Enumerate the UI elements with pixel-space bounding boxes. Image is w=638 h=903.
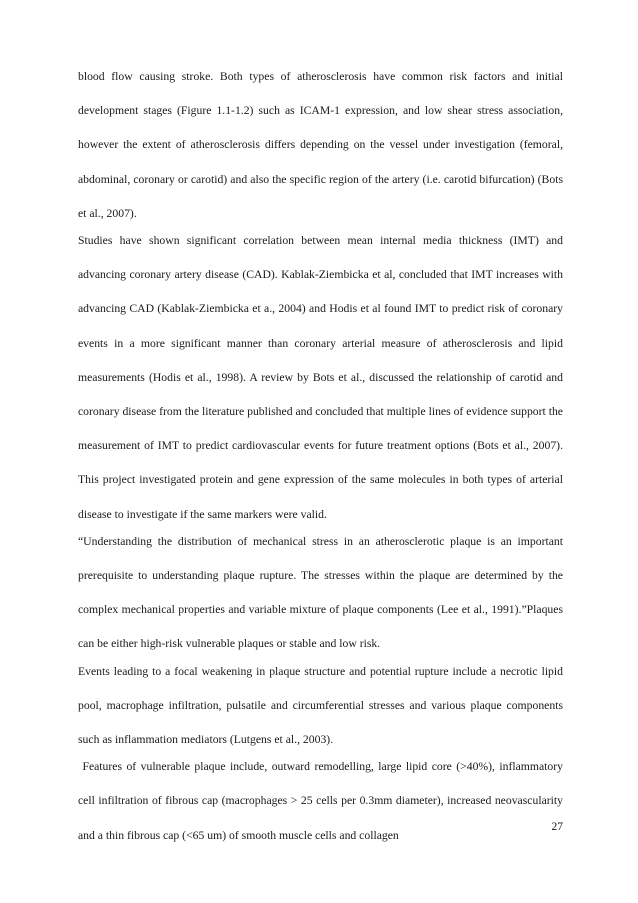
body-text bbox=[78, 60, 566, 853]
paragraph-focal-weakening-events: Events leading to a focal weakening in plaque structure and potential rupture include a necrotic lipid pool, macrophage infiltration, pulsatile and circumferential stresses and various plaque components such as inflammation mediators (Lutgens et al., 2003). bbox=[78, 664, 563, 747]
paragraph-imt-cad-studies: Studies have shown significant correlation between mean internal media thickness (IMT) and advancing coronary artery disease (CAD). Kablak-Ziembicka et al, concluded that IMT increases with advancing CAD (Kablak-Ziembicka et a., 2004) and Hodis et al found IMT to predict risk of coronary events in a more significant manner than coronary arterial measure of atherosclerosis and lipid measurements (Hodis et al., 1998). A review by Bots et al., discussed the relationship of carotid and coronary disease from the literature published and concluded that multiple lines of evidence support the measurement of IMT to predict cardiovascular events for future treatment options (Bots et al., 2007). This project investigated protein and gene expression of the same molecules in both types of arterial disease to investigate if the same markers were valid. bbox=[78, 234, 563, 521]
page-number: 27 bbox=[551, 821, 563, 833]
paragraph-vulnerable-plaque-features: Features of vulnerable plaque include, outward remodelling, large lipid core (>40%), inflammatory cell infiltration of fibrous cap (macrophages > 25 cells per 0.3mm diameter), increased neovascularity and a thin fibrous cap (<65 um) of smooth muscle cells and collagen bbox=[78, 760, 566, 842]
paragraph-mechanical-stress-quote: “Understanding the distribution of mechanical stress in an atherosclerotic plaque is an important prerequisite to understanding plaque rupture. The stresses within the plaque are determined by the complex mechanical properties and variable mixture of plaque components (Lee et al., 1991).”Plaques can be either high-risk vulnerable plaques or stable and low risk. bbox=[78, 534, 563, 651]
paragraph-atherosclerosis-types: blood flow causing stroke. Both types of atherosclerosis have common risk factors and initial development stages (Figure 1.1-1.2) such as ICAM-1 expression, and low shear stress association, however the extent of atherosclerosis differs depending on the vessel under investigation (femoral, abdominal, coronary or carotid) and also the specific region of the artery (i.e. carotid bifurcation) (Bots et al., 2007). bbox=[78, 70, 563, 220]
